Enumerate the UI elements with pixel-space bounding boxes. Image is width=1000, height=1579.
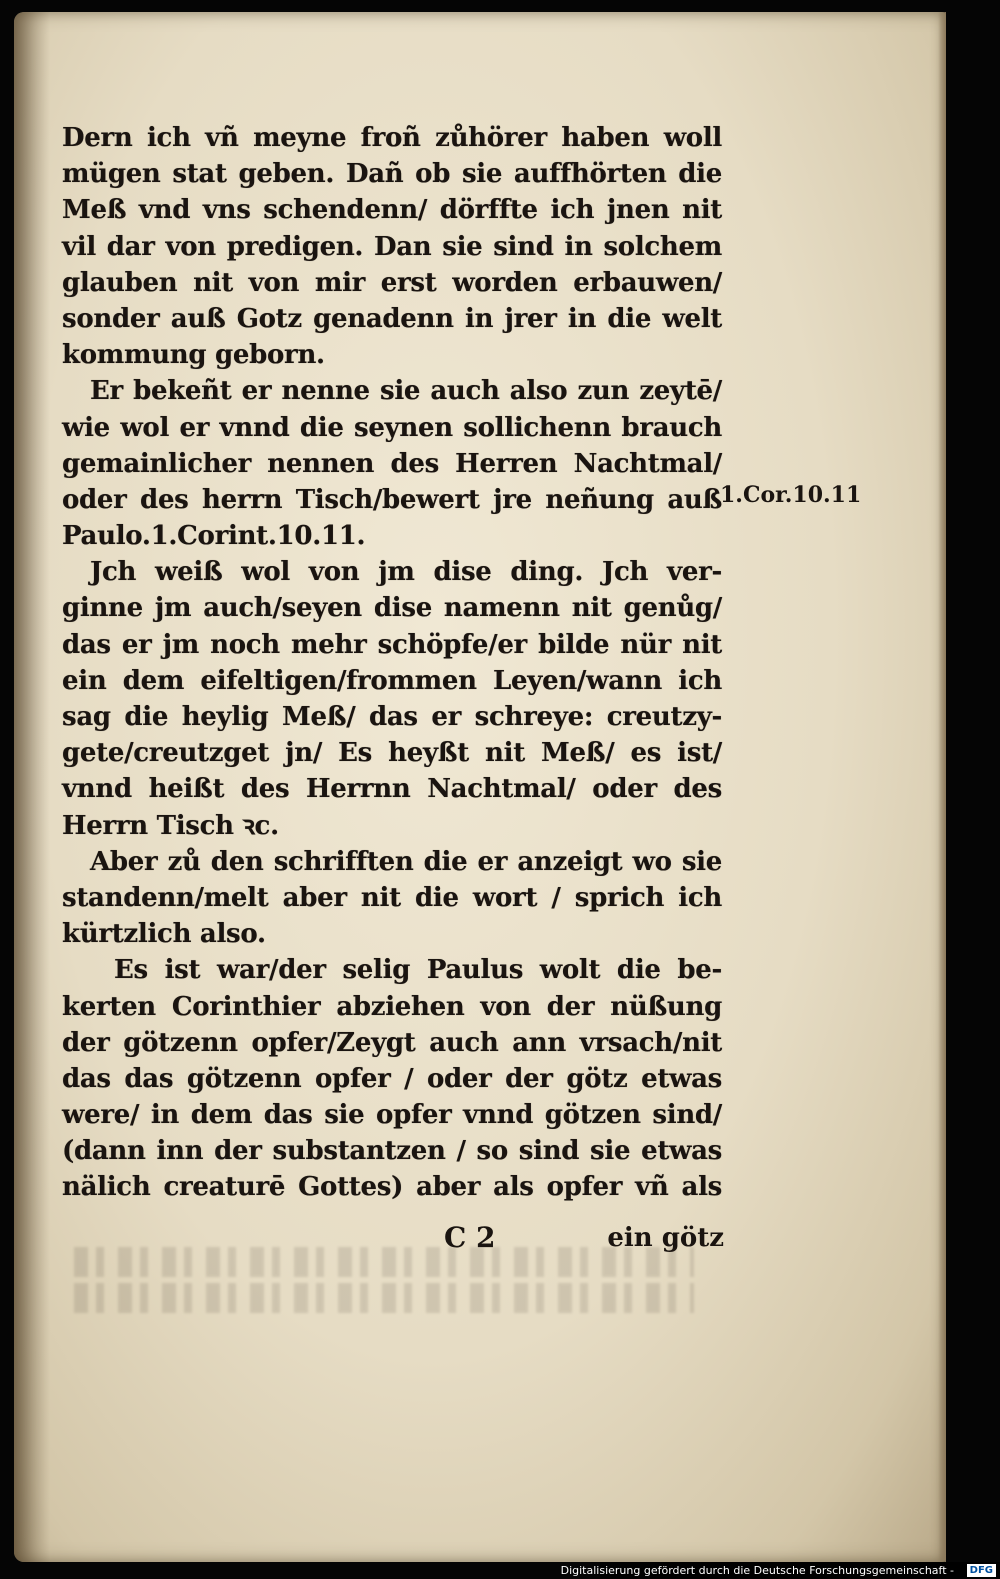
- text-line: Es ist war/der selig Paulus wolt die be-: [114, 955, 722, 986]
- spine-shadow: [14, 12, 50, 1562]
- text-line: Er bekeñt er nenne sie auch also zun zeytē/: [90, 376, 722, 407]
- text-line: mügen stat geben. Dañ ob sie auffhörten die: [62, 159, 722, 190]
- text-line: sonder auß Gotz genadenn in jrer in die welt: [62, 303, 722, 334]
- dfg-logo: DFG: [967, 1564, 996, 1577]
- text-line: kommung geborn.: [62, 340, 325, 371]
- body-text: [62, 120, 722, 1206]
- text-line: standenn/melt aber nit die wort / sprich ich: [62, 882, 722, 913]
- text-line: Herrn Tisch ꝛc.: [62, 810, 279, 841]
- text-line: Jch weiß wol von jm dise ding. Jch ver-: [90, 557, 722, 588]
- text-line: glauben nit von mir erst worden erbauwen/: [62, 267, 722, 298]
- text-line: sag die heylig Meß/ das er schreye: creutzy-: [62, 702, 722, 732]
- text-line: Meß vnd vns schendenn/ dörffte ich jnen nit: [62, 195, 722, 226]
- text-line: ginne jm auch/seyen dise namenn nit genůg/: [62, 593, 722, 624]
- text-line: ein dem eifeltigen/frommen Leyen/wann ich: [62, 665, 722, 696]
- signature-mark: C 2: [444, 1221, 496, 1254]
- text-line: kürtzlich also.: [62, 919, 266, 950]
- text-line: gemainlicher nennen des Herren Nachtmal/: [62, 448, 722, 479]
- digitization-banner: [560, 1562, 1000, 1579]
- text-line: das er jm noch mehr schöpfe/er bilde nür nit: [62, 629, 722, 660]
- text-line: (dann inn der substantzen / so sind sie etwas: [62, 1136, 722, 1167]
- text-line: vnnd heißt des Herrnn Nachtmal/ oder des: [62, 774, 722, 805]
- bleed-through-text: [74, 1247, 694, 1337]
- text-line: Aber zů den schrifften die er anzeigt wo sie: [90, 846, 722, 877]
- catchword: ein götz: [607, 1223, 724, 1253]
- text-line: Dern ich vñ meyne froñ zůhörer haben woll: [62, 123, 722, 153]
- text-line: wie wol er vnnd die seynen sollichenn brauch: [62, 412, 722, 443]
- page-edge: [938, 12, 946, 1562]
- text-line: kerten Corinthier abziehen von der nüßung: [62, 991, 722, 1022]
- text-line: das das götzenn opfer / oder der götz etwas: [62, 1063, 722, 1094]
- text-line: der götzenn opfer/Zeygt auch ann vrsach/nit: [62, 1027, 722, 1058]
- text-line: nälich creaturē Gottes) aber als opfer vñ als: [62, 1172, 722, 1203]
- book-page: [14, 12, 946, 1562]
- text-line: were/ in dem das sie opfer vnnd götzen sind/: [62, 1100, 722, 1131]
- text-line: Paulo.1.Corint.10.11.: [62, 521, 366, 552]
- margin-note: 1.Cor.10.11: [720, 482, 862, 508]
- text-line: vil dar von predigen. Dan sie sind in solchem: [62, 231, 722, 262]
- text-line: gete/creutzget jn/ Es heyßt nit Meß/ es ist/: [62, 738, 722, 769]
- digitization-notice: Digitalisierung gefördert durch die Deutsche Forschungsgemeinschaft -: [560, 1564, 954, 1577]
- text-line: oder des herrn Tisch/bewert jre neñung auß: [62, 484, 722, 515]
